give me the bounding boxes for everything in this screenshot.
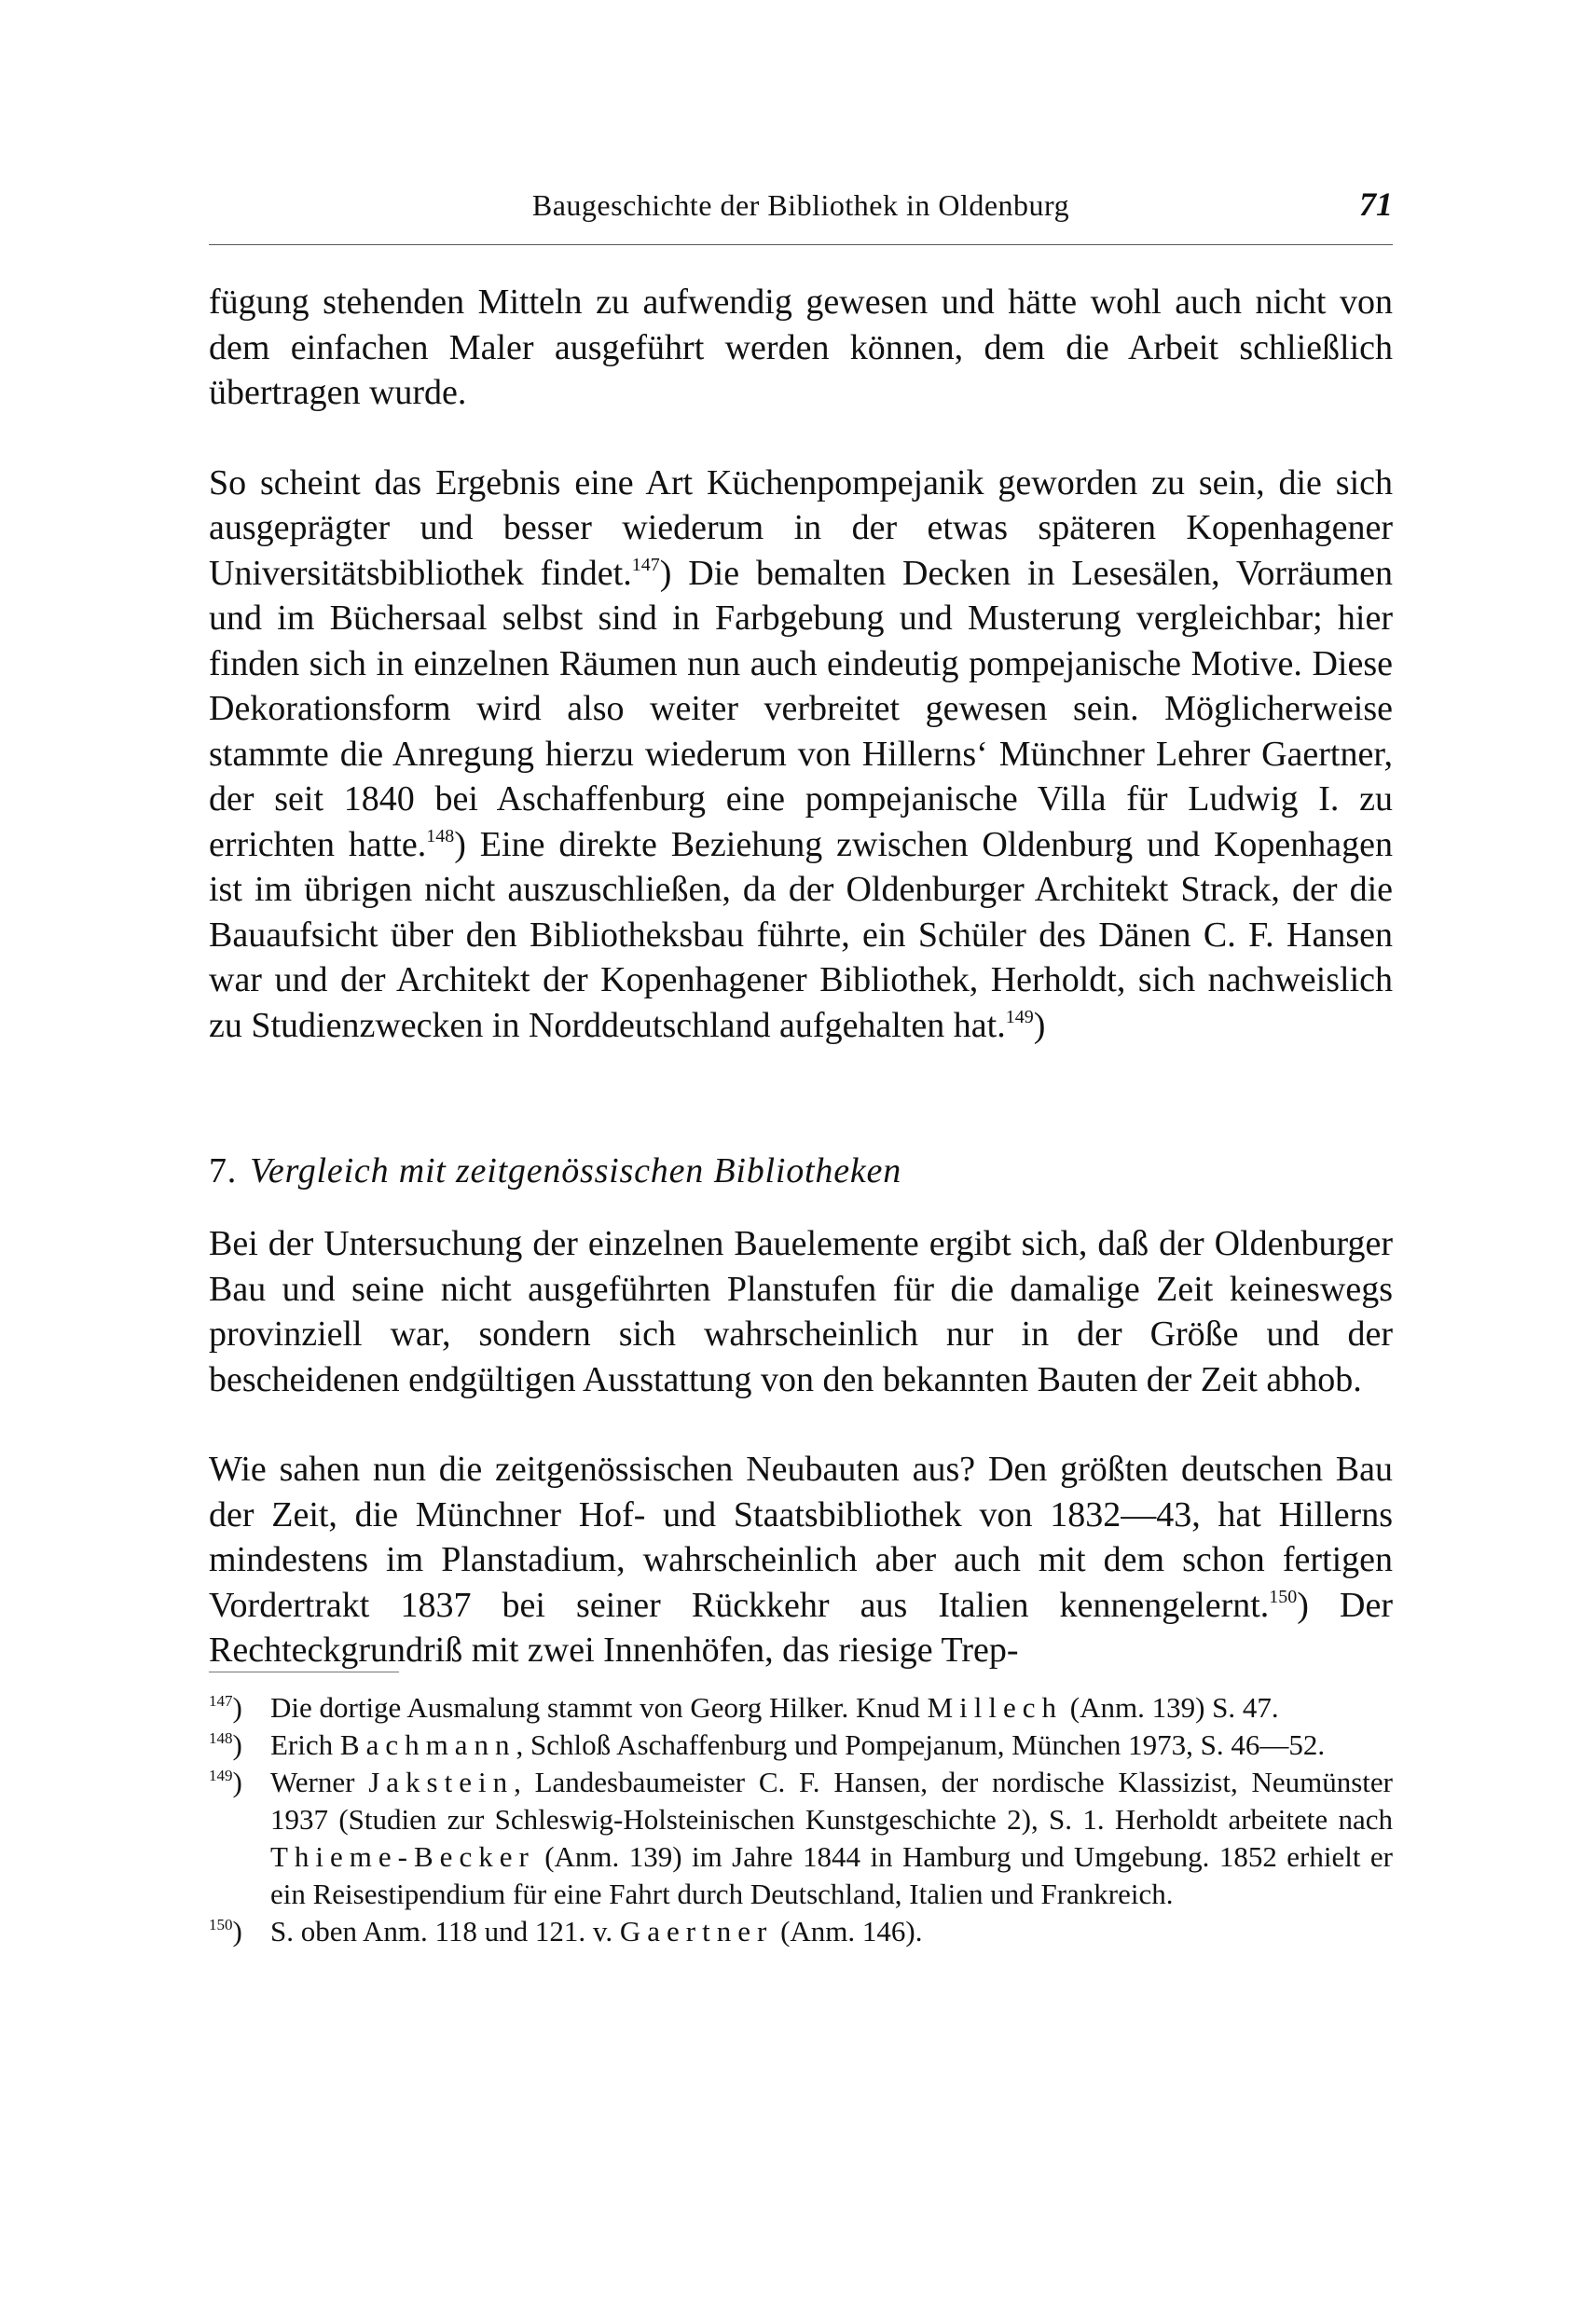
running-head [209, 185, 1393, 231]
footnote-text [270, 1689, 1393, 1727]
paragraph-3: Bei der Untersuchung der einzelnen Bauelemente ergibt sich, daß der Oldenburger Bau und seine nicht ausgeführten Planstufen für die damalige Zeit keineswegs provinziell war, sondern sich wahrscheinlich nur in der Größe und der bescheidenen endgültigen Ausstattung von den bekannten Bauten der Zeit abhob. [209, 1224, 1393, 1399]
footnote-paren: ) [232, 1766, 242, 1798]
section-heading [209, 1149, 1393, 1193]
footnote-number: 147 [209, 1692, 233, 1710]
footnote-text-part: (Anm. 139) im Jahre 1844 in Hamburg und Umgebung. 1852 erhielt er ein Reisestipendium für eine Fahrt durch Deutschland, Italien und Frankreich. [270, 1840, 1393, 1910]
section-number: 7. [209, 1151, 238, 1190]
footnote-mark [209, 1764, 270, 1913]
footnote-paren: ) [232, 1915, 242, 1947]
footnote-text-part: S. oben Anm. 118 und 121. v. [270, 1915, 620, 1947]
running-title: Baugeschichte der Bibliothek in Oldenburg [531, 188, 1070, 222]
footnote-mark [209, 1913, 270, 1950]
footnote-ref-150: 150 [1269, 1586, 1298, 1607]
paragraph-4-text-a: Wie sahen nun die zeitgenössischen Neubauten aus? Den größten deutschen Bau der Zeit, die Münchner Hof- und Staatsbibliothek von 1832—43, hat Hillerns mindestens im Planstadium, wahrscheinlich aber auch mit dem schon fertigen Vordertrakt 1837 bei seiner Rückkehr aus Italien kennengelernt. [209, 1450, 1393, 1625]
footnote-ref-147: 147 [631, 554, 660, 575]
paragraph-2-text-d: ) [1033, 1005, 1046, 1045]
main-text [209, 280, 1393, 1673]
spaced-author-name: Thieme-Becker [270, 1840, 535, 1873]
footnote-number: 149 [209, 1767, 233, 1784]
footnote-ref-149: 149 [1005, 1006, 1034, 1027]
footnote-text [270, 1913, 1393, 1950]
footnote-text-part: Erich [270, 1728, 340, 1761]
section-title: Vergleich mit zeitgenössischen Bibliotheken [250, 1151, 901, 1190]
paragraph-2-text-a: So scheint das Ergebnis eine Art Küchenpompejanik geworden zu sein, die sich ausgeprägter und besser wiederum in der etwas späteren Kopenhagener Universitätsbibliothek findet. [209, 462, 1393, 593]
paragraph-2-text-c: ) Eine direkte Beziehung zwischen Oldenburg und Kopenhagen ist im übrigen nicht auszuschließen, da der Oldenburger Architekt Strack, der die Bauaufsicht über den Bibliotheksbau führte, ein Schüler des Dänen C. F. Hansen war und der Architekt der Kopenhagener Bibliothek, Herholdt, sich nachweislich zu Studienzwecken in Norddeutschland aufgehalten hat. [209, 824, 1394, 1045]
page-number: 71 [1359, 186, 1393, 223]
footnote-paren: ) [232, 1728, 242, 1761]
header-rule [209, 244, 1393, 245]
spaced-author-name: Gaertner [619, 1915, 774, 1947]
footnote-number: 148 [209, 1729, 233, 1747]
footnote-text [270, 1727, 1393, 1764]
footnote-150 [209, 1913, 1393, 1950]
footnote-text [270, 1764, 1393, 1913]
paragraph-2 [209, 461, 1393, 1049]
footnote-ref-148: 148 [426, 825, 455, 846]
footnote-text-part: (Anm. 139) S. 47. [1063, 1691, 1279, 1724]
paragraph-4 [209, 1447, 1393, 1673]
paragraph-4-text-b: ) Der Rechteckgrundriß mit zwei Innenhöfen, das riesige Trep- [209, 1585, 1393, 1670]
footnote-mark [209, 1689, 270, 1727]
footnote-text-part: Werner [270, 1766, 369, 1798]
footnote-number: 150 [209, 1916, 233, 1934]
footnote-text-part: Die dortige Ausmalung stammt von Georg Hilker. Knud [270, 1691, 928, 1724]
footnote-text-part: (Anm. 146). [773, 1915, 923, 1947]
paragraph-2-text-b: ) Die bemalten Decken in Lesesälen, Vorräumen und im Büchersaal selbst sind in Farbgebung und Musterung vergleichbar; hier finden sich in einzelnen Räumen nun auch eindeutig pompejanische Motive. Diese Dekorationsform wird also weiter verbreitet gewesen sein. Möglicherweise stammte die Anregung hierzu wiederum von Hillerns‘ Münchner Lehrer Gaertner, der seit 1840 bei Aschaffenburg eine pompejanische Villa für Ludwig I. zu errichten hatte. [209, 553, 1393, 864]
footnote-149 [209, 1764, 1393, 1913]
spaced-author-name: Jakstein [368, 1766, 515, 1798]
footnote-paren: ) [232, 1691, 242, 1724]
footnote-mark [209, 1727, 270, 1764]
spaced-author-name: Bachmann [339, 1728, 516, 1761]
footnotes [209, 1689, 1393, 1950]
paragraph-1: fügung stehenden Mitteln zu aufwendig gewesen und hätte wohl auch nicht von dem einfachen Maler ausgeführt werden können, dem die Arbeit schließlich übertragen wurde. [209, 282, 1393, 412]
spaced-author-name: Millech [927, 1691, 1064, 1724]
footnote-text-part: , Landesbaumeister C. F. Hansen, der nordische Klassizist, Neumünster 1937 (Studien zur Schleswig-Holsteinischen Kunstgeschichte 2), S. 1. Herholdt arbeitete nach [270, 1766, 1393, 1836]
footnote-148 [209, 1727, 1393, 1764]
footnote-147 [209, 1689, 1393, 1727]
footnote-text-part: , Schloß Aschaffenburg und Pompejanum, München 1973, S. 46—52. [516, 1728, 1326, 1761]
